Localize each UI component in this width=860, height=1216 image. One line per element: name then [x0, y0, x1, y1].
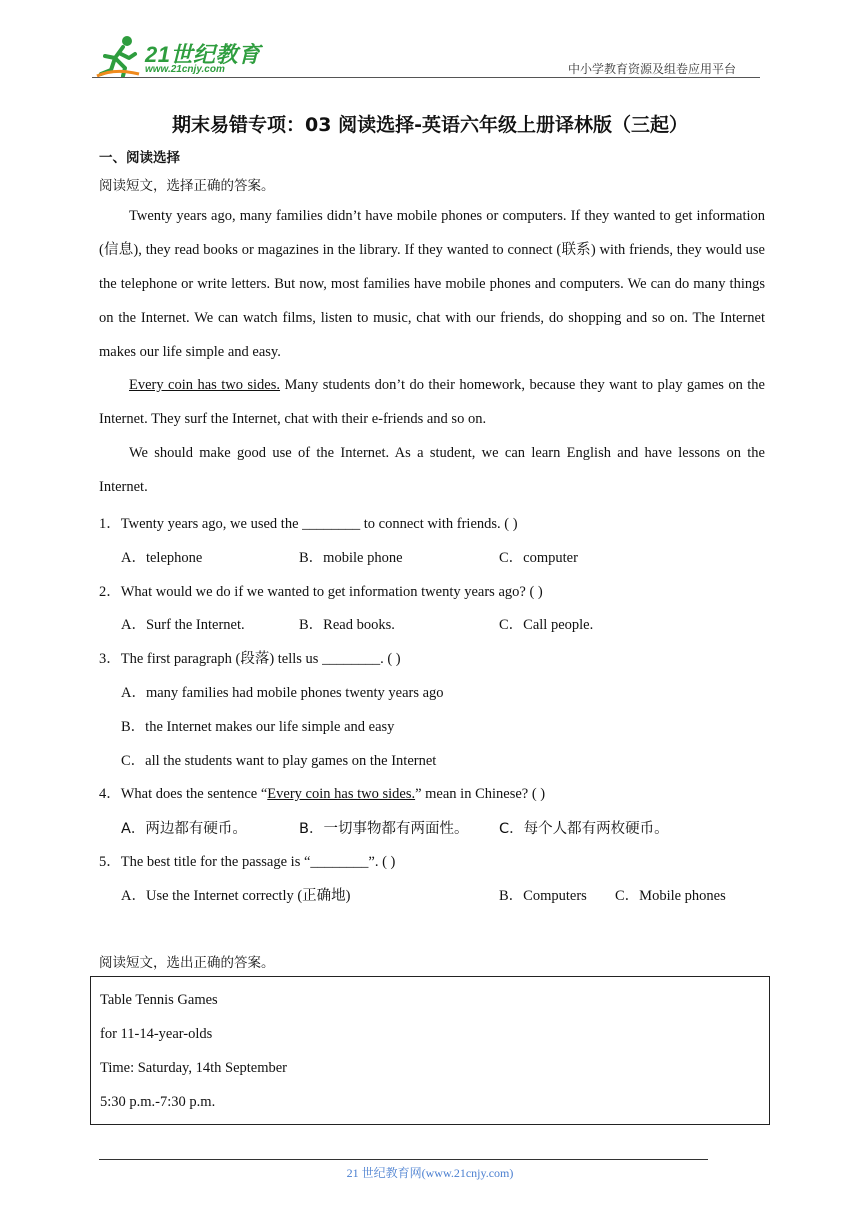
document-title: 期末易错专项：03 阅读选择-英语六年级上册译林版（三起）	[172, 114, 688, 136]
q2-option-a: A．Surf the Internet.	[121, 617, 245, 633]
q4-option-c: C．每个人都有两枚硬币。	[499, 821, 669, 837]
question-4	[99, 782, 545, 803]
runner-icon	[95, 34, 145, 78]
footer-divider	[99, 1159, 708, 1160]
q5-option-a: A．Use the Internet correctly (正确地)	[121, 888, 351, 904]
notice-line-2: for 11-14-year-olds	[100, 1026, 213, 1042]
q4-underlined-sentence: Every coin has two sides.	[267, 786, 416, 802]
q4-stem-end: ” mean in Chinese? ( )	[415, 786, 546, 802]
notice-line-4: 5:30 p.m.-7:30 p.m.	[100, 1094, 216, 1110]
q1-option-b: B．mobile phone	[299, 550, 403, 566]
q5-option-c: C．Mobile phones	[615, 888, 726, 904]
question-5: 5．The best title for the passage is “________”. ( )	[99, 854, 396, 870]
site-logo	[95, 34, 260, 80]
q1-option-c: C．computer	[499, 550, 578, 566]
notice-line-1: Table Tennis Games	[100, 992, 218, 1008]
underlined-sentence: Every coin has two sides.	[129, 377, 281, 393]
q2-option-b: B．Read books.	[299, 617, 395, 633]
q2-option-c: C．Call people.	[499, 617, 594, 633]
q1-option-a: A．telephone	[121, 550, 203, 566]
logo-brand-text: 21世纪教育	[145, 42, 261, 67]
section2-instruction: 阅读短文，选出正确的答案。	[99, 955, 275, 971]
passage-paragraph-3: We should make good use of the Internet. As a student, we can learn English and have lessons on the Internet.	[99, 445, 765, 495]
logo-url-text: www.21cnjy.com	[145, 64, 225, 75]
paragraph-2-rest: Many students don’t do their homework, because they want to play games on the Internet. They surf the Internet, chat with their e-friends and so on.	[99, 377, 765, 427]
question-1: 1．Twenty years ago, we used the ________ to connect with friends. ( )	[99, 516, 518, 532]
question-2: 2．What would we do if we wanted to get information twenty years ago? ( )	[99, 584, 543, 600]
platform-label: 中小学教育资源及组卷应用平台	[568, 62, 737, 76]
q3-option-b: B．the Internet makes our life simple and easy	[121, 719, 395, 735]
q4-option-a: A．两边都有硬币。	[121, 821, 247, 837]
q3-option-c: C．all the students want to play games on the Internet	[121, 753, 437, 769]
notice-line-3: Time: Saturday, 14th September	[100, 1060, 288, 1076]
question-3: 3．The first paragraph (段落) tells us ________. ( )	[99, 651, 401, 667]
notice-box	[90, 976, 770, 1125]
q4-option-b: B．一切事物都有两面性。	[299, 821, 469, 837]
passage-paragraph-2	[99, 368, 765, 436]
footer-link[interactable]: 21 世纪教育网(www.21cnjy.com)	[346, 1166, 514, 1180]
q4-stem-start: 4．What does the sentence “	[99, 786, 268, 802]
section1-instruction: 阅读短文，选择正确的答案。	[99, 178, 275, 194]
section-heading: 一、阅读选择	[99, 150, 180, 166]
q3-option-a: A．many families had mobile phones twenty years ago	[121, 685, 444, 701]
q5-option-b: B．Computers	[499, 888, 587, 904]
header-divider	[92, 77, 760, 78]
passage-paragraph-1: Twenty years ago, many families didn’t have mobile phones or computers. If they wanted to get information (信息), they read books or magazines in the library. If they wanted to connect (联系) with friends, they would use the telephone or write letters. But now, most families have mobile phones and computers. We can do many things on the Internet. We can watch films, listen to music, chat with our friends, do shopping and so on. The Internet makes our life simple and easy.	[99, 208, 765, 360]
